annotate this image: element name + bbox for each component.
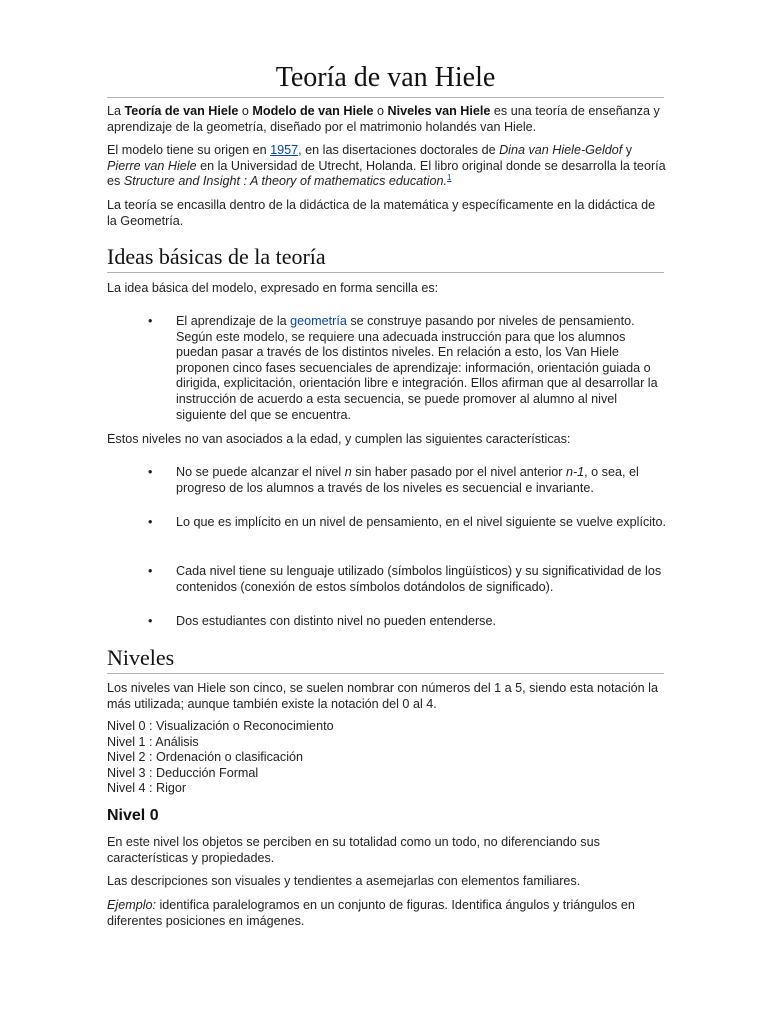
nivel-item: Nivel 1 : Análisis — [107, 734, 199, 749]
reference-link[interactable]: 1 — [447, 173, 452, 182]
geometria-link[interactable]: geometría — [290, 314, 347, 328]
text: se construye pasando por niveles de pensamiento. Según este modelo, se requiere una adecuada instrucción para que los alumnos puedan pasar a través de los distintos niveles. En relación a esto, los Van Hiele proponen cinco fases secuenciales de aprendizaje: información, orientación guiada o dirigida, explicitación, orientación libre e integración. Ellos afirman que al desarrollar la instrucción de acuerdo a esta secuencia, se puede promover al alumno al nivel siguiente del que se encuentra. — [176, 314, 658, 422]
bullet-icon: • — [148, 614, 153, 628]
bullet-icon: • — [148, 564, 153, 578]
nivel-item: Nivel 0 : Visualización o Reconocimiento — [107, 719, 334, 733]
text: y — [622, 143, 633, 157]
text: , en las disertaciones doctorales de — [298, 143, 500, 157]
text: El modelo tiene su origen en — [107, 143, 271, 157]
author-name: Dina van Hiele-Geldof — [499, 143, 623, 157]
niveles-paragraph: Los niveles van Hiele son cinco, se suelen nombrar con números del 1 a 5, siendo esta notación la más utilizada; aunque también existe la notación del 0 al 4. — [107, 681, 658, 711]
subheading-nivel-0: Nivel 0 — [107, 807, 159, 824]
nivel-item: Nivel 2 : Ordenación o clasificación — [107, 750, 303, 765]
text: identifica paralelogramos en un conjunto de figuras. Identifica ángulos y triángulos en diferentes posiciones en imágenes. — [107, 898, 635, 928]
nivel-item: Nivel 3 : Deducción Formal — [107, 765, 259, 780]
text: sin haber pasado por el nivel anterior — [351, 465, 566, 479]
text: , o sea, el progreso de los alumnos a través de los niveles es secuencial e invariante. — [176, 465, 639, 495]
text: en la Universidad de Utrecht, Holanda. El libro original donde se desarrolla la teoría es — [107, 158, 666, 189]
text: No se puede alcanzar el nivel — [176, 465, 345, 479]
bold-term: Niveles van Hiele — [387, 104, 491, 118]
example-label: Ejemplo: — [107, 898, 156, 912]
text: o — [373, 104, 388, 118]
page-title: Teoría de van Hiele — [107, 60, 664, 98]
nivel-item: Nivel 4 : Rigor — [107, 781, 187, 796]
list-item — [148, 314, 667, 423]
bold-term: Modelo de van Hiele — [252, 104, 374, 118]
text: El aprendizaje de la — [176, 314, 291, 328]
list-item — [148, 465, 667, 496]
nivel0-paragraph-1: En este nivel los objetos se perciben en su totalidad como un todo, no diferenciando sus características y propiedades. — [107, 835, 600, 865]
ideas-paragraph-1: La idea básica del modelo, expresado en forma sencilla es: — [107, 281, 439, 295]
text: La — [107, 104, 125, 118]
book-title: Structure and Insight : A theory of mathematics education. — [123, 174, 447, 189]
ideas-paragraph-2: Estos niveles no van asociados a la edad, y cumplen las siguientes características: — [107, 432, 571, 446]
intro-paragraph-1 — [107, 104, 667, 135]
text: o — [238, 104, 253, 118]
nivel0-paragraph-2: Las descripciones son visuales y tendientes a asemejarlas con elementos familiares. — [107, 874, 581, 888]
list-item — [148, 614, 667, 630]
text: Cada nivel tiene su lenguaje utilizado (símbolos lingüísticos) y su significatividad de los contenidos (conexión de estos símbolos dotándolos de significado). — [176, 564, 662, 594]
italic-n-1: n-1 — [565, 465, 585, 479]
niveles-list — [107, 719, 667, 797]
text: Dos estudiantes con distinto nivel no pueden entenderse. — [176, 614, 496, 628]
list-item — [148, 564, 667, 595]
author-name: Pierre van Hiele — [107, 158, 197, 173]
bullet-icon: • — [148, 314, 153, 328]
bold-term: Teoría de van Hiele — [124, 104, 239, 118]
section-heading-ideas: Ideas básicas de la teoría — [107, 243, 664, 273]
nivel0-paragraph-3 — [107, 898, 667, 929]
bullet-icon: • — [148, 515, 153, 529]
text: es una teoría de enseñanza y aprendizaje de la geometría, diseñado por el matrimonio holandés van Hiele. — [107, 104, 660, 134]
bullet-icon: • — [148, 465, 153, 479]
intro-paragraph-3: La teoría se encasilla dentro de la didáctica de la matemática y específicamente en la didáctica de la Geometría. — [107, 198, 656, 228]
italic-n: n — [344, 465, 352, 479]
text: Lo que es implícito en un nivel de pensamiento, en el nivel siguiente se vuelve explícito. — [176, 515, 667, 529]
list-item — [148, 515, 667, 531]
section-heading-niveles: Niveles — [107, 644, 664, 674]
year-link[interactable]: 1957 — [270, 143, 299, 157]
intro-paragraph-2 — [107, 143, 667, 190]
